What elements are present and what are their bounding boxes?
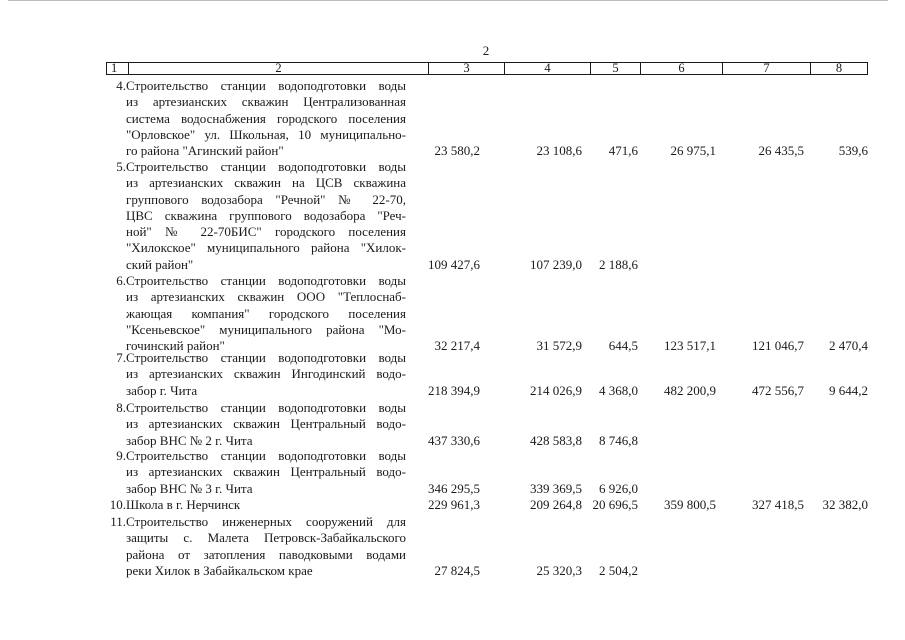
row-description-line: гочинский район"	[126, 338, 225, 354]
column-header-1: 1	[107, 63, 129, 74]
row-description-line: реки Хилок в Забайкальском крае	[126, 562, 313, 578]
table-row	[106, 514, 870, 579]
row-description-line: из артезианских скважин Центральный водо-	[126, 464, 406, 480]
row-description-line: группового водозабора "Речной" № 22-70,	[126, 191, 406, 207]
row-description-line: Строительство станции водоподготовки воды	[126, 78, 406, 93]
cell-col-6: 26 975,1	[670, 143, 716, 159]
row-description-line: ский район"	[126, 256, 194, 272]
row-description-line: из артезианских скважин Ингодинский водо-	[126, 366, 406, 382]
row-description-line: защиты с. Малета Петровск-Забайкальского	[126, 530, 406, 546]
row-description-line: из артезианских скважин Центральный водо-	[126, 416, 406, 432]
page-number: 2	[482, 43, 490, 58]
row-description-line: Строительство станции водоподготовки воды	[126, 159, 406, 174]
row-number: 4.	[116, 78, 126, 93]
cell-col-4: 209 264,8	[530, 497, 582, 512]
row-description	[126, 448, 406, 497]
row-description-line: жающая компания" городского поселения	[126, 305, 406, 321]
row-description-line: "Орловское" ул. Школьная, 10 муниципально-	[126, 126, 406, 142]
cell-col-4: 214 026,9	[530, 382, 582, 398]
row-description-line: ЦВС скважина группового водозабора "Реч-	[126, 207, 406, 223]
table-row	[106, 497, 870, 513]
table-row	[106, 400, 870, 449]
table-row	[106, 448, 870, 497]
cell-col-3: 109 427,6	[428, 256, 480, 272]
row-number: 8.	[116, 400, 126, 415]
row-number: 9.	[116, 448, 126, 463]
cell-col-3: 23 580,2	[434, 143, 480, 159]
table-row	[106, 78, 870, 160]
row-number: 6.	[116, 273, 126, 288]
column-header-4: 4	[505, 63, 591, 74]
row-description	[126, 78, 406, 159]
cell-col-4: 23 108,6	[536, 143, 582, 159]
row-description-line: района от затопления паводковыми водами	[126, 546, 406, 562]
row-description	[126, 514, 406, 579]
row-description	[126, 159, 406, 273]
cell-col-8: 2 470,4	[829, 338, 868, 354]
row-number: 11.	[110, 514, 126, 529]
cell-col-4: 25 320,3	[536, 562, 582, 578]
row-description-line: Строительство инженерных сооружений для	[126, 514, 406, 529]
cell-col-3: 229 961,3	[428, 497, 480, 512]
row-description-line: из артезианских скважин Централизованная	[126, 94, 406, 110]
column-header-5: 5	[591, 63, 641, 74]
cell-col-5: 4 368,0	[599, 382, 638, 398]
cell-col-6: 123 517,1	[664, 338, 716, 354]
row-description	[126, 497, 406, 513]
row-description	[126, 273, 406, 354]
row-description-line: го района "Агинский район"	[126, 143, 284, 159]
column-header-8: 8	[835, 61, 843, 75]
cell-col-5: 20 696,5	[592, 497, 638, 512]
row-description-line: забор г. Чита	[126, 382, 198, 398]
cell-col-4: 31 572,9	[536, 338, 582, 354]
row-description-line: Строительство станции водоподготовки воды	[126, 400, 406, 415]
cell-col-6: 482 200,9	[664, 382, 716, 398]
cell-col-5: 2 188,6	[599, 256, 638, 272]
column-header-7: 7	[723, 63, 811, 74]
cell-col-5: 6 926,0	[599, 480, 638, 496]
row-description-line: Школа в г. Нерчинск	[126, 497, 241, 512]
table-row	[106, 350, 870, 399]
row-description-line: Строительство станции водоподготовки воды	[126, 448, 406, 463]
cell-col-3: 437 330,6	[428, 432, 480, 448]
row-description-line: "Ксеньевское" муниципального района "Мо-	[126, 321, 406, 337]
column-header-6: 6	[641, 63, 723, 74]
row-description-line: Строительство станции водоподготовки воды	[126, 273, 406, 288]
cell-col-6: 359 800,5	[664, 497, 716, 512]
cell-col-5: 644,5	[608, 338, 638, 354]
cell-col-5: 2 504,2	[599, 562, 638, 578]
cell-col-3: 346 295,5	[428, 480, 480, 496]
row-description	[126, 350, 406, 399]
cell-col-3: 218 394,9	[428, 382, 480, 398]
cell-col-7: 26 435,5	[758, 143, 804, 159]
column-header-2: 2	[129, 63, 429, 74]
row-description-line: ной" № 22-70БИС" городского поселения	[126, 224, 406, 240]
row-description	[126, 400, 406, 449]
table-row	[106, 159, 870, 273]
cell-col-7: 472 556,7	[752, 382, 804, 398]
cell-col-8: 9 644,2	[829, 382, 868, 398]
row-description-line: система водоснабжения городского поселения	[126, 110, 406, 126]
row-description-line: из артезианских скважин на ЦСВ скважина	[126, 175, 406, 191]
column-header-3: 3	[429, 63, 505, 74]
row-description-line: из артезианских скважин ООО "Теплоснаб-	[126, 289, 406, 305]
row-description-line: Строительство станции водоподготовки воды	[126, 350, 406, 365]
row-number: 5.	[116, 159, 126, 174]
cell-col-3: 32 217,4	[434, 338, 480, 354]
cell-col-7: 327 418,5	[752, 497, 804, 512]
cell-col-8: 32 382,0	[822, 497, 868, 512]
cell-col-4: 339 369,5	[530, 480, 582, 496]
row-number: 10.	[109, 497, 126, 512]
cell-col-4: 428 583,8	[530, 432, 582, 448]
table-row	[106, 273, 870, 355]
row-number: 7.	[116, 350, 126, 365]
cell-col-8: 539,6	[838, 143, 868, 159]
cell-col-5: 471,6	[608, 143, 638, 159]
row-description-line: забор ВНС № 3 г. Чита	[126, 480, 253, 496]
cell-col-4: 107 239,0	[530, 256, 582, 272]
cell-col-7: 121 046,7	[752, 338, 804, 354]
cell-col-3: 27 824,5	[434, 562, 480, 578]
cell-col-5: 8 746,8	[599, 432, 638, 448]
row-description-line: "Хилокское" муниципального района "Хилок-	[126, 240, 406, 256]
row-description-line: забор ВНС № 2 г. Чита	[126, 432, 253, 448]
